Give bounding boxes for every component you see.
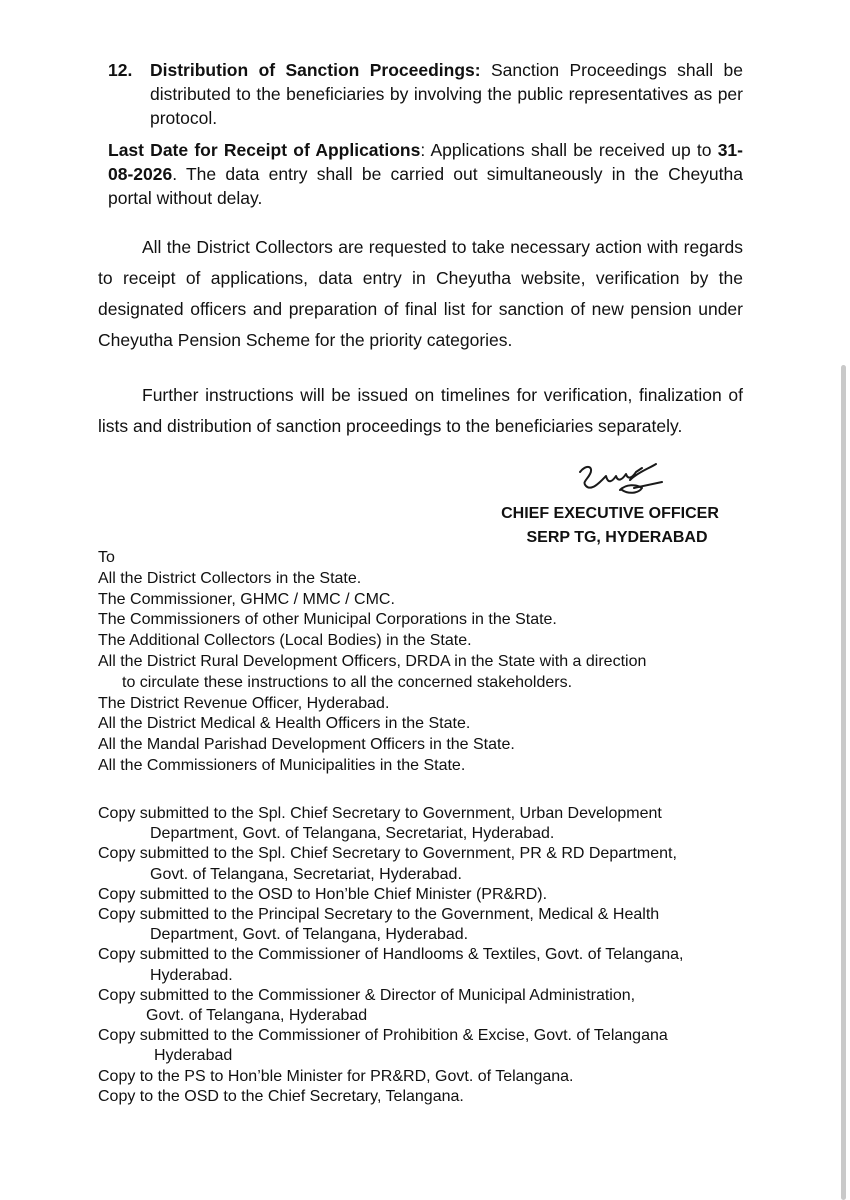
item-heading: Distribution of Sanction Proceedings: (150, 60, 481, 80)
addressee-item: All the District Collectors in the State. (98, 569, 362, 587)
addressee-item-continuation: to circulate these instructions to all the concerned stakeholders. (122, 673, 573, 691)
scrollbar-thumb[interactable] (841, 365, 846, 1200)
copy-item (98, 1067, 758, 1087)
last-date-heading: Last Date for Receipt of Applications (108, 140, 421, 160)
to-label: To (98, 549, 115, 566)
copy-line: Copy submitted to the Commissioner & Director of Municipal Administration, (98, 986, 636, 1004)
copy-line: Copy submitted to the Commissioner of Prohibition & Excise, Govt. of Telangana (98, 1027, 668, 1045)
item-number: 12. (108, 60, 133, 80)
signatory-title: CHIEF EXECUTIVE OFFICER (501, 505, 719, 522)
further-instructions-paragraph: Further instructions will be issued on timelines for verification, finalization of lists and distribution of sanction proceedings to the beneficiaries separately. (98, 385, 743, 436)
copy-item (98, 905, 758, 945)
copy-item (98, 844, 758, 884)
copy-line-continuation: Department, Govt. of Telangana, Hyderabad. (150, 926, 469, 944)
last-date-paragraph (108, 138, 743, 210)
copy-item (98, 885, 758, 905)
copy-item (98, 1087, 758, 1107)
copy-line: Copy submitted to the Spl. Chief Secretary to Government, Urban Development (98, 805, 662, 822)
copy-line: Copy to the OSD to the Chief Secretary, Telangana. (98, 1087, 464, 1105)
collectors-paragraph: All the District Collectors are requested to take necessary action with regards to receipt of applications, data entry in Cheyutha website, verification by the designated officers and preparation of final list for sanction of new pension under Cheyutha Pension Scheme for the priority categories. (98, 237, 743, 350)
signature-image (572, 458, 672, 500)
copy-line: Copy submitted to the Principal Secretary to the Government, Medical & Health (98, 906, 660, 924)
copy-item (98, 986, 758, 1026)
signatory-office: SERP TG, HYDERABAD (526, 529, 708, 546)
copy-list (98, 804, 758, 1107)
copy-item (98, 1026, 758, 1066)
item-12-distribution (108, 58, 743, 130)
addressee-item: The District Revenue Officer, Hyderabad. (98, 694, 390, 712)
copy-line: Copy submitted to the Spl. Chief Secretary to Government, PR & RD Department, (98, 845, 677, 863)
item-text: Sanction Proceedings shall be distributed to the beneficiaries by involving the public representatives as per protocol. (150, 60, 744, 128)
addressee-item: All the District Rural Development Officers, DRDA in the State with a direction (98, 652, 647, 670)
addressee-item: All the District Medical & Health Officers in the State. (98, 715, 471, 733)
copy-line: Copy submitted to the OSD to Hon’ble Chief Minister (PR&RD). (98, 885, 548, 903)
copy-item (98, 804, 758, 844)
copy-line: Copy to the PS to Hon’ble Minister for PR&RD, Govt. of Telangana. (98, 1067, 574, 1085)
copy-item (98, 945, 758, 985)
addressee-list (98, 548, 738, 777)
addressee-item: The Commissioners of other Municipal Corporations in the State. (98, 611, 557, 629)
last-date-text-before: : Applications shall be received up to (420, 140, 718, 160)
addressee-item: The Commissioner, GHMC / MMC / CMC. (98, 590, 395, 608)
copy-line-continuation: Hyderabad (154, 1047, 233, 1065)
signatory-block (460, 502, 760, 550)
addressee-item: The Additional Collectors (Local Bodies) in the State. (98, 632, 472, 650)
addressee-item: All the Mandal Parishad Development Officers in the State. (98, 736, 515, 754)
addressee-item: All the Commissioners of Municipalities in the State. (98, 756, 466, 774)
copy-line-continuation: Hyderabad. (150, 966, 233, 984)
last-date-text-after: . The data entry shall be carried out simultaneously in the Cheyutha portal without delay. (108, 164, 743, 208)
copy-line-continuation: Department, Govt. of Telangana, Secretariat, Hyderabad. (150, 825, 555, 843)
copy-line: Copy submitted to the Commissioner of Handlooms & Textiles, Govt. of Telangana, (98, 946, 684, 964)
last-date-value: 31-08-2026 (108, 140, 743, 184)
copy-line-continuation: Govt. of Telangana, Secretariat, Hyderabad. (150, 865, 462, 883)
copy-line-continuation: Govt. of Telangana, Hyderabad (146, 1007, 368, 1025)
